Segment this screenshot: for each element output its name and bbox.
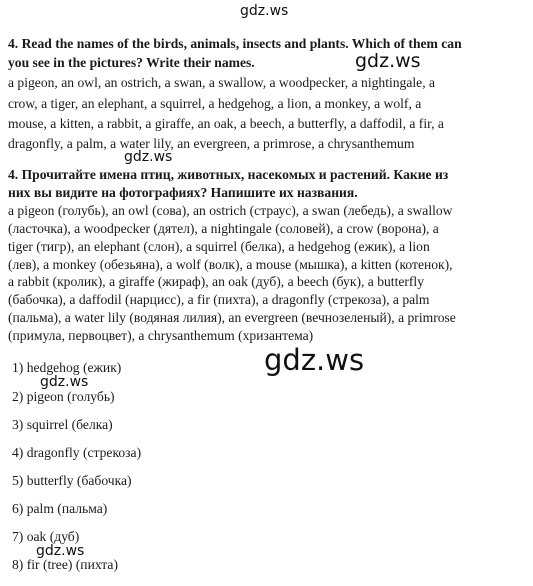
answer-item: 6) palm (пальма) <box>12 501 108 516</box>
task-en-heading-line-1: 4. Read the names of the birds, animals, insects and plants. Which of them can <box>8 36 462 51</box>
watermark-answer1: gdz.ws <box>40 374 89 390</box>
task-en-line: a pigeon, an owl, an ostrich, a swan, a swallow, a woodpecker, a nightingale, a <box>8 75 436 90</box>
task-ru-line: (лев), a monkey (обезьяна), a wolf (волк), a mouse (мышка), a kitten (котенок), <box>8 257 453 272</box>
task-ru-line: a rabbit (кролик), a giraffe (жираф), an oak (дуб), a beech (бук), a butterfly <box>8 274 425 289</box>
task-ru-heading-line-2: них вы видите на фотографиях? Напишите их названия. <box>8 185 358 200</box>
task-ru-line: (пальма), a water lily (водяная лилия), an evergreen (вечнозеленый), a primrose <box>8 310 456 325</box>
task-ru-line: tiger (тигр), an elephant (слон), a squirrel (белка), a hedgehog (ежик), a lion <box>8 239 430 254</box>
task-en-line: dragonfly, a palm, a water lily, an evergreen, a primrose, a chrysanthemum <box>8 136 415 151</box>
answer-item: 8) fir (tree) (пихта) <box>12 557 118 572</box>
answer-item: 1) hedgehog (ежик) <box>12 360 122 375</box>
task-ru-heading-line-1: 4. Прочитайте имена птиц, животных, насекомых и растений. Какие из <box>8 167 449 182</box>
task-ru-line: (ласточка), a woodpecker (дятел), a nightingale (соловей), a crow (ворона), a <box>8 221 439 236</box>
watermark-task1: gdz.ws <box>124 149 173 165</box>
answer-item: 2) pigeon (голубь) <box>12 389 115 404</box>
answer-item: 4) dragonfly (стрекоза) <box>12 445 142 460</box>
answer-item: 7) oak (дуб) <box>12 529 80 544</box>
watermark-answer7: gdz.ws <box>36 543 85 559</box>
task-ru-line: (бабочка), a daffodil (нарцисс), a fir (пихта), a dragonfly (стрекоза), a palm <box>8 292 430 307</box>
watermark-center: gdz.ws <box>264 343 365 377</box>
task-en-line: crow, a tiger, an elephant, a squirrel, a hedgehog, a lion, a monkey, a wolf, a <box>8 96 422 111</box>
task-en-line: mouse, a kitten, a rabbit, a giraffe, an oak, a beech, a butterfly, a daffodil, a fir, a <box>8 116 444 131</box>
task-ru-line: (примула, первоцвет), a chrysanthemum (хризантема) <box>8 328 314 343</box>
task-ru-line: a pigeon (голубь), an owl (сова), an ostrich (страус), a swan (лебедь), a swallow <box>8 203 453 218</box>
answer-item: 5) butterfly (бабочка) <box>12 473 132 488</box>
watermark-top: gdz.ws <box>240 3 289 19</box>
watermark-heading: gdz.ws <box>355 50 421 72</box>
task-en-heading-line-2: you see in the pictures? Write their names. <box>8 55 255 70</box>
answer-item: 3) squirrel (белка) <box>12 417 113 432</box>
